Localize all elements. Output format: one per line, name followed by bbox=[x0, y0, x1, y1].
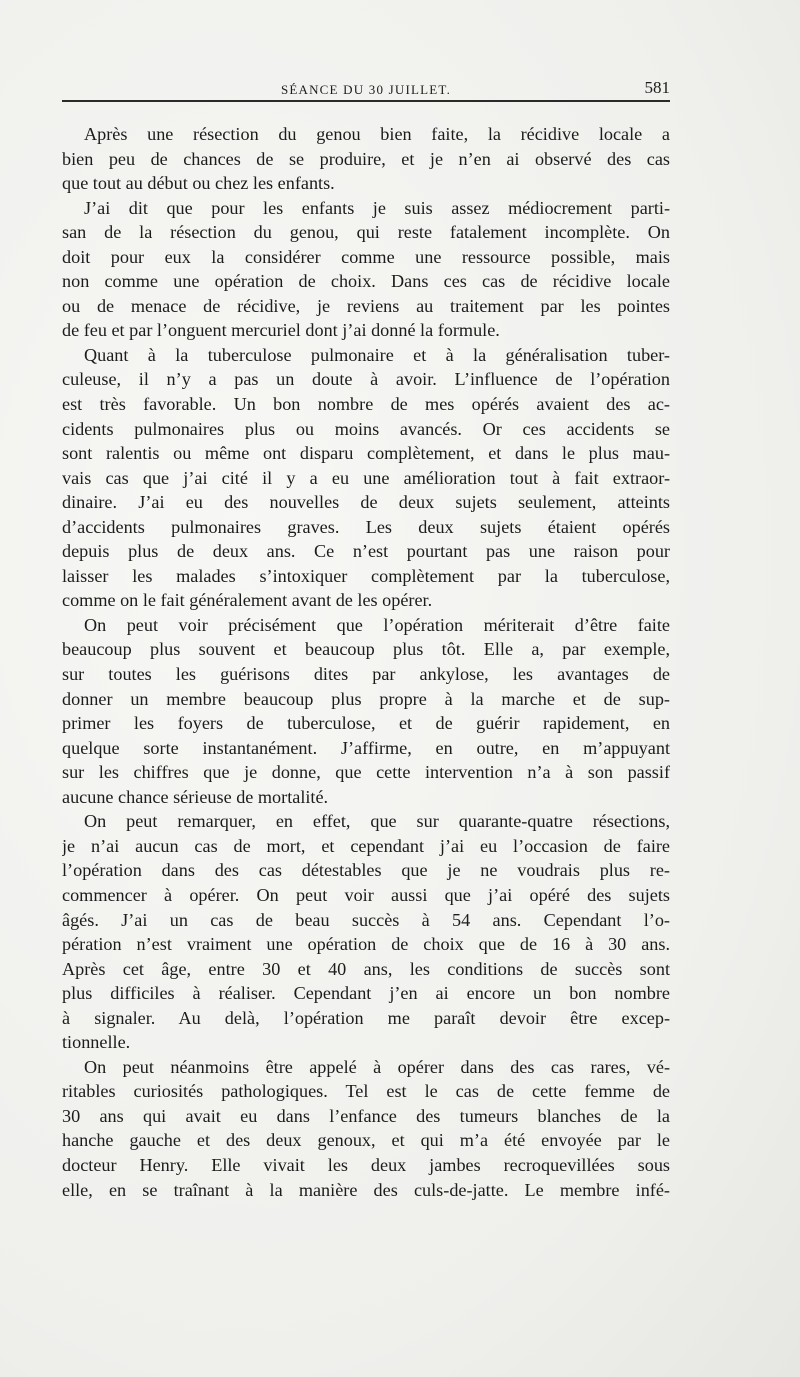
text-line: donner un membre beaucoup plus propre à la marche et de sup- bbox=[62, 688, 670, 709]
text-line: je n’ai aucun cas de mort, et cependant j’ai eu l’occasion de faire bbox=[62, 835, 670, 856]
text-line: cidents pulmonaires plus ou moins avancés. Or ces accidents se bbox=[62, 418, 670, 439]
text-line: depuis plus de deux ans. Ce n’est pourtant pas une raison pour bbox=[62, 541, 670, 562]
text-line: est très favorable. Un bon nombre de mes opérés avaient des ac- bbox=[62, 394, 670, 415]
text-line: commencer à opérer. On peut voir aussi que j’ai opéré des sujets bbox=[62, 884, 670, 905]
text-line: de feu et par l’onguent mercuriel dont j’ai donné la formule. bbox=[62, 320, 500, 341]
text-line: aucune chance sérieuse de mortalité. bbox=[62, 786, 329, 807]
text-line: ritables curiosités pathologiques. Tel est le cas de cette femme de bbox=[62, 1081, 670, 1102]
text-line: laisser les malades s’intoxiquer complètement par la tuberculose, bbox=[62, 565, 670, 586]
text-line: doit pour eux la considérer comme une ressource possible, mais bbox=[62, 246, 670, 267]
text-line: san de la résection du genou, qui reste fatalement incomplète. On bbox=[62, 222, 670, 243]
text-line: plus difficiles à réaliser. Cependant j’en ai encore un bon nombre bbox=[62, 983, 670, 1004]
text-line: On peut voir précisément que l’opération mériterait d’être faite bbox=[84, 614, 670, 635]
running-title: SÉANCE DU 30 JUILLET. bbox=[280, 82, 452, 97]
text-line: pération n’est vraiment une opération de choix que de 16 à 30 ans. bbox=[62, 934, 670, 955]
text-line: beaucoup plus souvent et beaucoup plus tôt. Elle a, par exemple, bbox=[62, 639, 670, 660]
text-line: dinaire. J’ai eu des nouvelles de deux sujets seulement, atteints bbox=[62, 492, 670, 513]
text-line: primer les foyers de tuberculose, et de guérir rapidement, en bbox=[62, 713, 670, 734]
text-line: que tout au début ou chez les enfants. bbox=[62, 173, 335, 194]
text-line: sont ralentis ou même ont disparu complètement, et dans le plus mau- bbox=[62, 443, 670, 464]
text-line: ou de menace de récidive, je reviens au traitement par les pointes bbox=[62, 295, 670, 316]
text-line: On peut néanmoins être appelé à opérer dans des cas rares, vé- bbox=[84, 1056, 670, 1077]
text-line: elle, en se traînant à la manière des culs-de-jatte. Le membre infé- bbox=[62, 1179, 670, 1200]
text-line: âgés. J’ai un cas de beau succès à 54 ans. Cependant l’o- bbox=[62, 909, 670, 930]
text-line: On peut remarquer, en effet, que sur quarante-quatre résections, bbox=[84, 811, 670, 832]
body-text bbox=[62, 122, 670, 1202]
text-line: l’opération dans des cas détestables que je ne voudrais plus re- bbox=[62, 860, 670, 881]
text-line: tionnelle. bbox=[62, 1032, 131, 1053]
text-line: bien peu de chances de se produire, et je n’en ai observé des cas bbox=[62, 148, 670, 169]
text-line: hanche gauche et des deux genoux, et qui m’a été envoyée par le bbox=[62, 1130, 670, 1151]
text-line: quelque sorte instantanément. J’affirme, en outre, en m’appuyant bbox=[62, 737, 670, 758]
header-rule bbox=[62, 100, 670, 102]
text-line: vais cas que j’ai cité il y a eu une amélioration tout à fait extraor- bbox=[62, 467, 670, 488]
text-line: non comme une opération de choix. Dans ces cas de récidive locale bbox=[62, 271, 670, 292]
text-line: culeuse, il n’y a pas un doute à avoir. L’influence de l’opération bbox=[62, 369, 670, 390]
text-line: comme on le fait généralement avant de les opérer. bbox=[62, 590, 433, 611]
text-line: à signaler. Au delà, l’opération me paraît devoir être excep- bbox=[62, 1007, 670, 1028]
text-line: Après une résection du genou bien faite, la récidive locale a bbox=[84, 124, 670, 144]
text-line: sur les chiffres que je donne, que cette intervention n’a à son passif bbox=[62, 762, 670, 783]
text-line: Après cet âge, entre 30 et 40 ans, les conditions de succès sont bbox=[62, 958, 670, 979]
text-line: J’ai dit que pour les enfants je suis assez médiocrement parti- bbox=[84, 197, 670, 218]
text-line: sur toutes les guérisons dites par ankylose, les avantages de bbox=[62, 664, 670, 685]
running-header bbox=[62, 78, 670, 102]
text-line: docteur Henry. Elle vivait les deux jambes recroquevillées sous bbox=[62, 1154, 670, 1175]
text-line: Quant à la tuberculose pulmonaire et à la généralisation tuber- bbox=[84, 344, 670, 365]
page-number: 581 bbox=[644, 78, 670, 97]
text-line: d’accidents pulmonaires graves. Les deux sujets étaient opérés bbox=[62, 516, 670, 537]
text-line: 30 ans qui avait eu dans l’enfance des tumeurs blanches de la bbox=[62, 1105, 670, 1126]
